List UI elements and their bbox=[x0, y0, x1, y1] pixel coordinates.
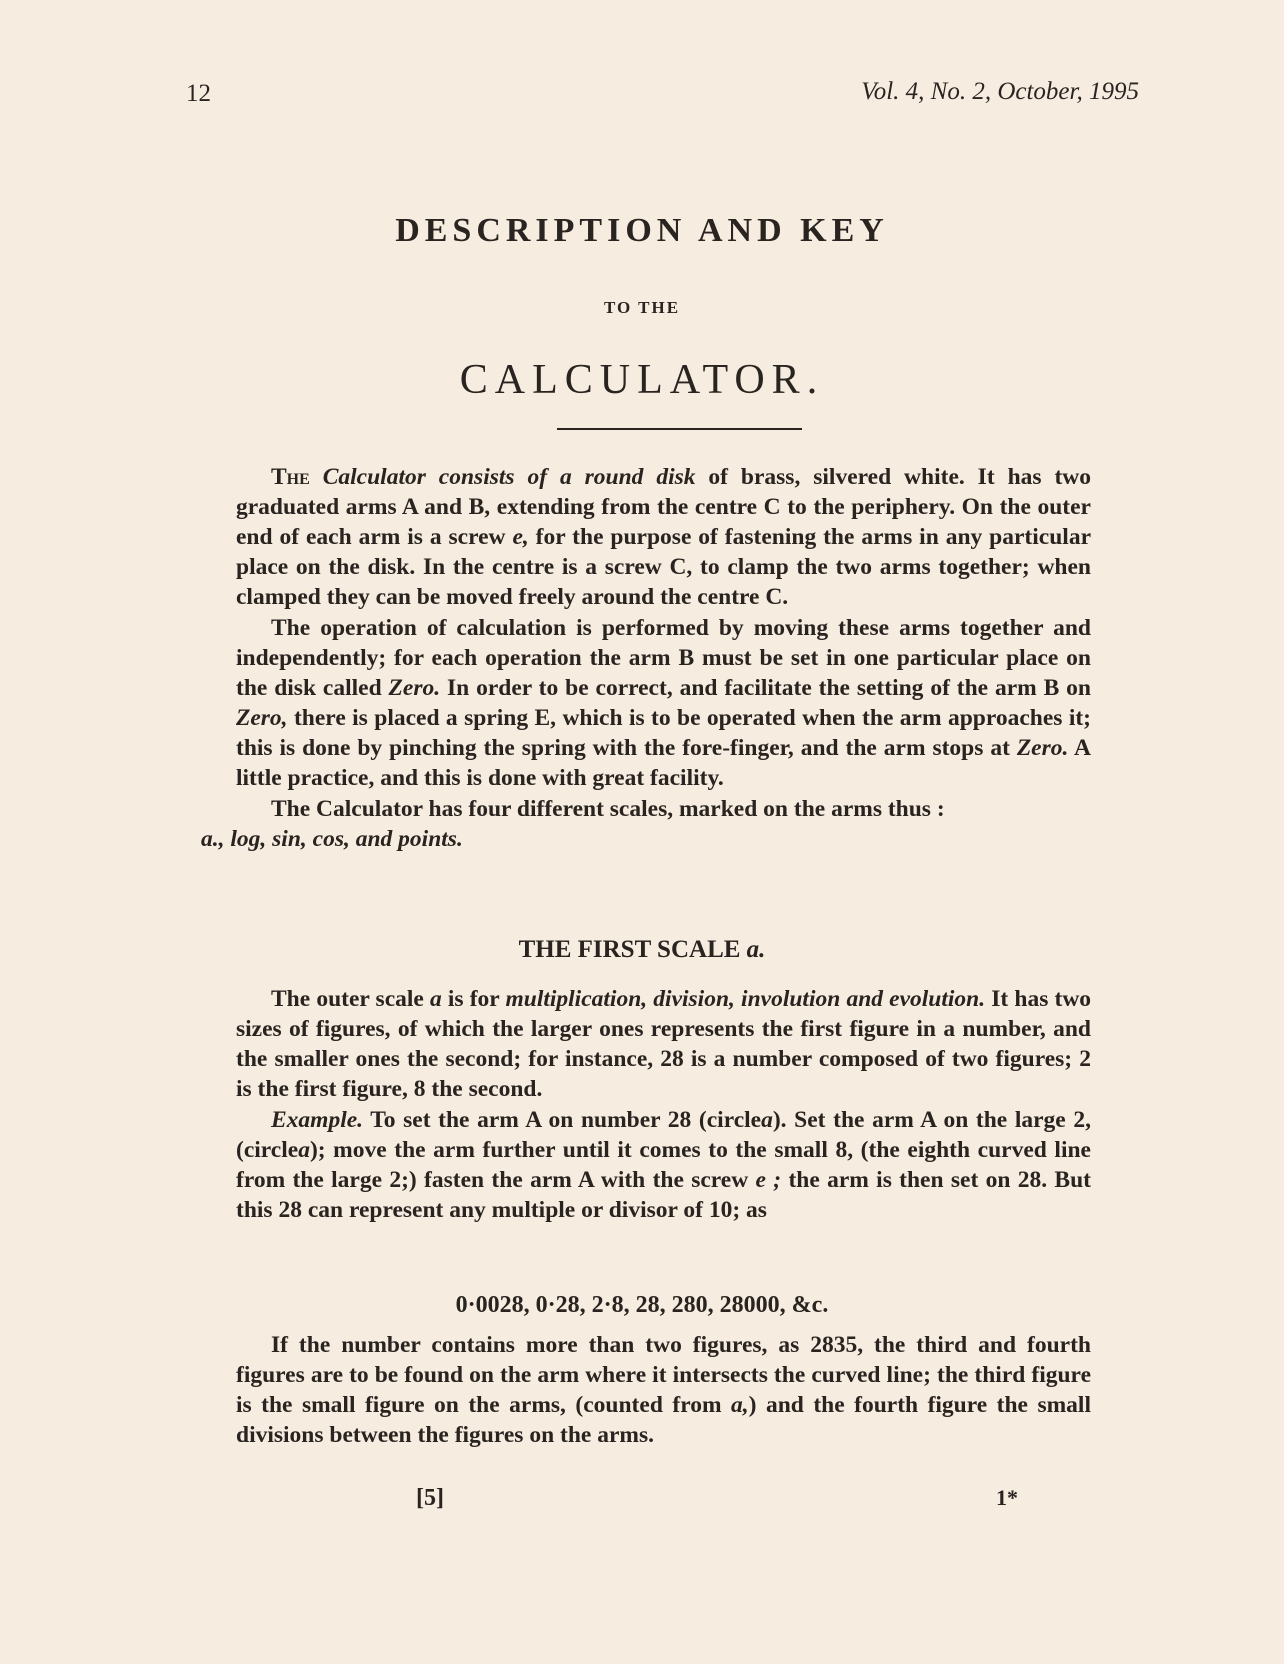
para5-text-c: ); move the arm further until it comes to the small 8, (the eighth curved line from the large 2;) fasten the arm A with the screw bbox=[236, 1137, 1091, 1193]
para1-lead: The bbox=[271, 464, 310, 490]
para2-zero-3: Zero. bbox=[1016, 735, 1069, 761]
intro-text-block bbox=[201, 462, 1092, 854]
para6-var: a, bbox=[731, 1392, 749, 1418]
para6-text-b: ) and the fourth figure the small divisions between the figures on the arms. bbox=[236, 1392, 1091, 1448]
page-number: 12 bbox=[186, 80, 211, 107]
para5-text-a: To set the arm A on number 28 (circle bbox=[370, 1107, 762, 1133]
para4-var: a bbox=[430, 986, 442, 1012]
para4-text-a: The outer scale bbox=[271, 986, 424, 1012]
para1-text: of brass, silvered white. It has two graduated arms A and B, extending from the centre C to the periphery. On the outer end of each arm is a screw bbox=[236, 464, 1091, 550]
para2-text-a: The operation of calculation is performed by moving these arms together and independently; for each operation the arm B must be set in one particular place on the disk called bbox=[236, 615, 1091, 701]
paragraph-1 bbox=[236, 462, 1091, 612]
footer-page-number: [5] bbox=[416, 1485, 444, 1511]
paragraph-5 bbox=[236, 1105, 1091, 1225]
para3-text: The Calculator has four different scales, marked on the arms thus : bbox=[271, 796, 945, 822]
running-head: Vol. 4, No. 2, October, 1995 bbox=[861, 78, 1139, 105]
para5-var-1: a bbox=[761, 1107, 773, 1133]
para4-text-c: It has two sizes of figures, of which the larger ones represents the first figure in a number, and the smaller ones the second; for instance, 28 is a number composed of two figures; 2 is the first figure, 8 the second. bbox=[236, 986, 1092, 1102]
scale-text-block bbox=[236, 984, 1091, 1225]
para5-text-b: ). Set the arm A on the large 2, (circle bbox=[236, 1107, 1091, 1163]
title-rule bbox=[557, 428, 802, 430]
title-line-1: DESCRIPTION AND KEY bbox=[395, 212, 889, 249]
section-heading-text: THE FIRST SCALE bbox=[518, 936, 741, 963]
section-heading bbox=[0, 936, 1284, 964]
para5-var-3: e ; bbox=[755, 1167, 782, 1193]
para1-italic: Calculator consists of a round disk bbox=[322, 464, 696, 490]
footer-signature-mark: 1* bbox=[996, 1485, 1018, 1510]
para5-text-d: the arm is then set on 28. But this 28 can represent any multiple or divisor of 10; as bbox=[236, 1167, 1092, 1223]
title-line-2: TO THE bbox=[603, 298, 681, 317]
para2-text-c: there is placed a spring E, which is to be operated when the arm approaches it; this is done by pinching the spring with the fore-finger, and the arm stops at bbox=[236, 705, 1092, 761]
paragraph-4 bbox=[236, 984, 1091, 1104]
para5-example: Example. bbox=[271, 1107, 364, 1133]
final-text-block bbox=[236, 1330, 1091, 1450]
paragraph-3 bbox=[201, 794, 1091, 854]
para2-zero-1: Zero. bbox=[388, 675, 441, 701]
para5-var-2: a bbox=[298, 1137, 310, 1163]
para2-text-b: In order to be correct, and facilitate the setting of the arm B on bbox=[447, 675, 1092, 701]
para2-zero-2: Zero, bbox=[236, 705, 288, 731]
para3-scales: a., log, sin, cos, and points. bbox=[201, 826, 463, 852]
section-heading-var: a. bbox=[746, 936, 766, 963]
para4-text-b: is for bbox=[447, 986, 500, 1012]
multiples-formula: 0·0028, 0·28, 2·8, 28, 280, 28000, &c. bbox=[455, 1292, 829, 1318]
para4-ops: multiplication, division, involution and evolution. bbox=[505, 986, 986, 1012]
paragraph-2 bbox=[236, 613, 1091, 793]
para1-e: e, bbox=[512, 524, 529, 550]
para1-text-2: for the purpose of fastening the arms in any particular place on the disk. In the centre is a screw C, to clamp the two arms together; when clamped they can be moved freely around the centre C. bbox=[236, 524, 1091, 610]
title-line-3: CALCULATOR. bbox=[459, 357, 825, 403]
paragraph-6 bbox=[236, 1330, 1091, 1450]
para6-text-a: If the number contains more than two figures, as 2835, the third and fourth figures are to be found on the arm where it intersects the curved line; the third figure is the small figure on the arms, (counted from bbox=[236, 1332, 1091, 1418]
para2-text-d: A little practice, and this is done with great facility. bbox=[236, 735, 1091, 791]
